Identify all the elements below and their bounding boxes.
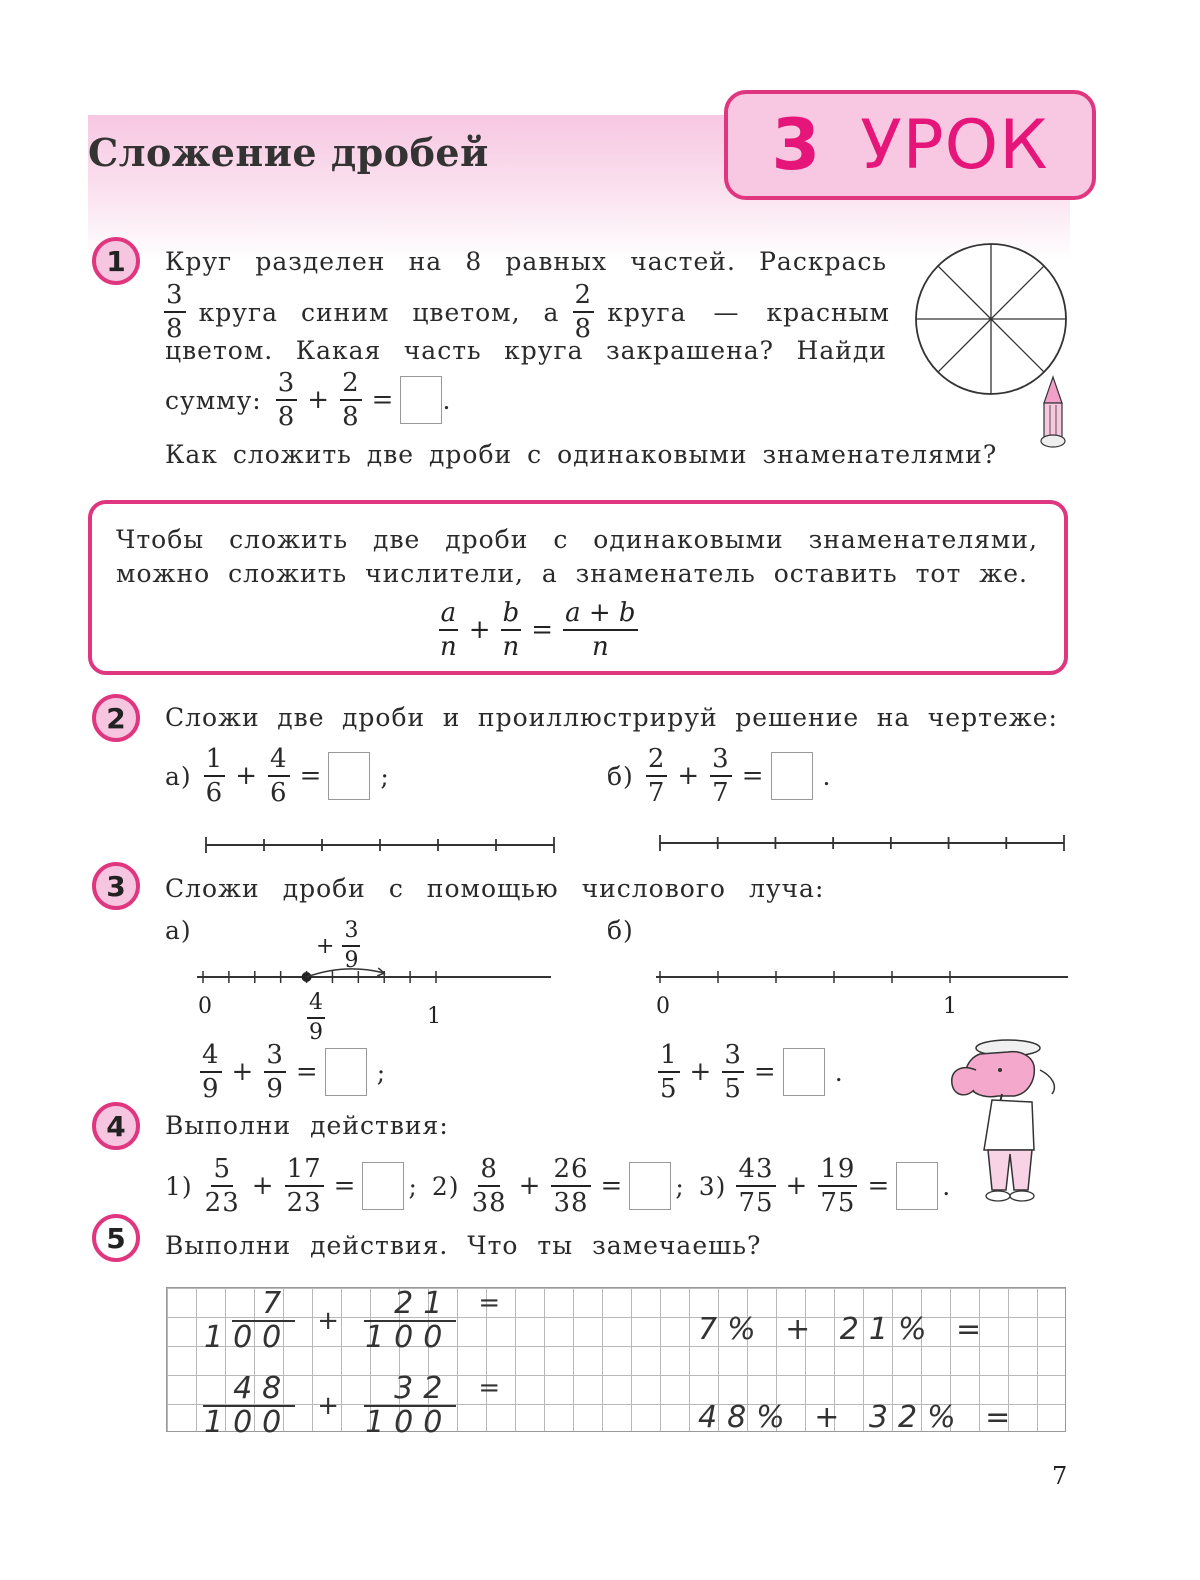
answer-box[interactable] [771, 752, 813, 800]
task3-b-expr: $\frac{1}{5}$ + $\frac{3}{5}$ = . [660, 1040, 844, 1104]
task1-number: 1 [92, 237, 140, 285]
task5-row1-fractions: 7 100 + $\frac{21}{100}$ = [204, 1286, 501, 1355]
step-arc [307, 969, 385, 977]
task3-a-expr: $\frac{4}{9}$ + $\frac{3}{9}$ = ; [202, 1040, 387, 1104]
answer-box[interactable] [783, 1048, 825, 1096]
rule-formula: $\frac{a}{n}$ + $\frac{b}{n}$ = $\frac{a + b}{n}$ [440, 598, 636, 662]
answer-box[interactable] [400, 376, 442, 424]
task1-question: Как сложить две дроби с одинаковыми знаменателями? [165, 440, 998, 469]
answer-box[interactable] [629, 1162, 671, 1210]
task5-row2-percent: 48% + 32% = [698, 1400, 1021, 1435]
elephant-illustration [940, 1030, 1075, 1220]
ray-b-tick0: 0 [656, 994, 670, 1019]
page-title: Сложение дробей [88, 130, 489, 175]
rule-line1: Чтобы сложить две дроби с одинаковыми знаменателями, [116, 525, 1038, 554]
number-ray-a [195, 960, 555, 990]
task1-line2: $\frac{3}{8}$ круга синим цветом, а $\frac{2}{8}$ круга — красным [166, 280, 890, 344]
task5-text: Выполни действия. Что ты замечаешь? [165, 1231, 762, 1260]
page-number: 7 [1052, 1462, 1068, 1490]
number-ray-b [654, 962, 1070, 992]
segment-a [200, 830, 560, 860]
ray-a-point-label: $\frac{4}{9}$ [309, 990, 323, 1045]
task5-row1-percent: 7% + 21% = [698, 1312, 992, 1347]
task2-text: Сложи две дроби и проиллюстрируй решение на чертеже: [165, 703, 1058, 732]
task3-number: 3 [92, 862, 140, 910]
pencil-icon [1032, 375, 1074, 455]
task3-a-label: а) [165, 916, 192, 945]
task5-number: 5 [92, 1214, 140, 1262]
answer-box[interactable] [896, 1162, 938, 1210]
ray-a-tick1: 1 [427, 1004, 441, 1029]
task1-line3: цветом. Какая часть круга закрашена? Найди [165, 336, 887, 365]
ray-a-tick0: 0 [198, 994, 212, 1019]
task4-text: Выполни действия: [165, 1111, 449, 1140]
segment-b [654, 828, 1070, 858]
task4-items: 1) $\frac{5}{23}$ + $\frac{17}{23}$ = ; 2) $\frac{8}{38}$ + $\frac{26}{38}$ = ; 3) $\frac{43}{75}$ + $\frac{19}{75}$ = . [165, 1154, 952, 1218]
task2-number: 2 [92, 694, 140, 742]
lesson-word: УРОК [860, 105, 1049, 185]
task4-number: 4 [92, 1102, 140, 1150]
lesson-badge [724, 90, 1096, 200]
rule-line2: можно сложить числители, а знаменатель оставить тот же. [116, 559, 1028, 588]
task1-line1: Круг разделен на 8 равных частей. Раскрась [165, 247, 887, 276]
answer-box[interactable] [325, 1048, 367, 1096]
fraction: $\frac{2}{8}$ [574, 280, 593, 344]
answer-box[interactable] [328, 752, 370, 800]
lesson-number: 3 [771, 104, 821, 186]
task1-sum: сумму: $\frac{3}{8}$ + $\frac{2}{8}$ = . [165, 368, 452, 432]
fraction: $\frac{3}{8}$ [166, 280, 184, 344]
task3-text: Сложи дроби с помощью числового луча: [165, 874, 825, 903]
ray-point [302, 972, 312, 982]
task3-b-label: б) [607, 916, 634, 945]
task5-row2-fractions: 48 100 + $\frac{32}{100}$ = [204, 1371, 501, 1440]
answer-box[interactable] [362, 1162, 404, 1210]
task2-a: а) $\frac{1}{6}$ + $\frac{4}{6}$ = ; [165, 744, 390, 808]
task2-b: б) $\frac{2}{7}$ + $\frac{3}{7}$ = . [607, 744, 832, 808]
step-label: + $\frac{3}{9}$ [316, 918, 359, 973]
ray-b-tick1: 1 [943, 994, 957, 1019]
